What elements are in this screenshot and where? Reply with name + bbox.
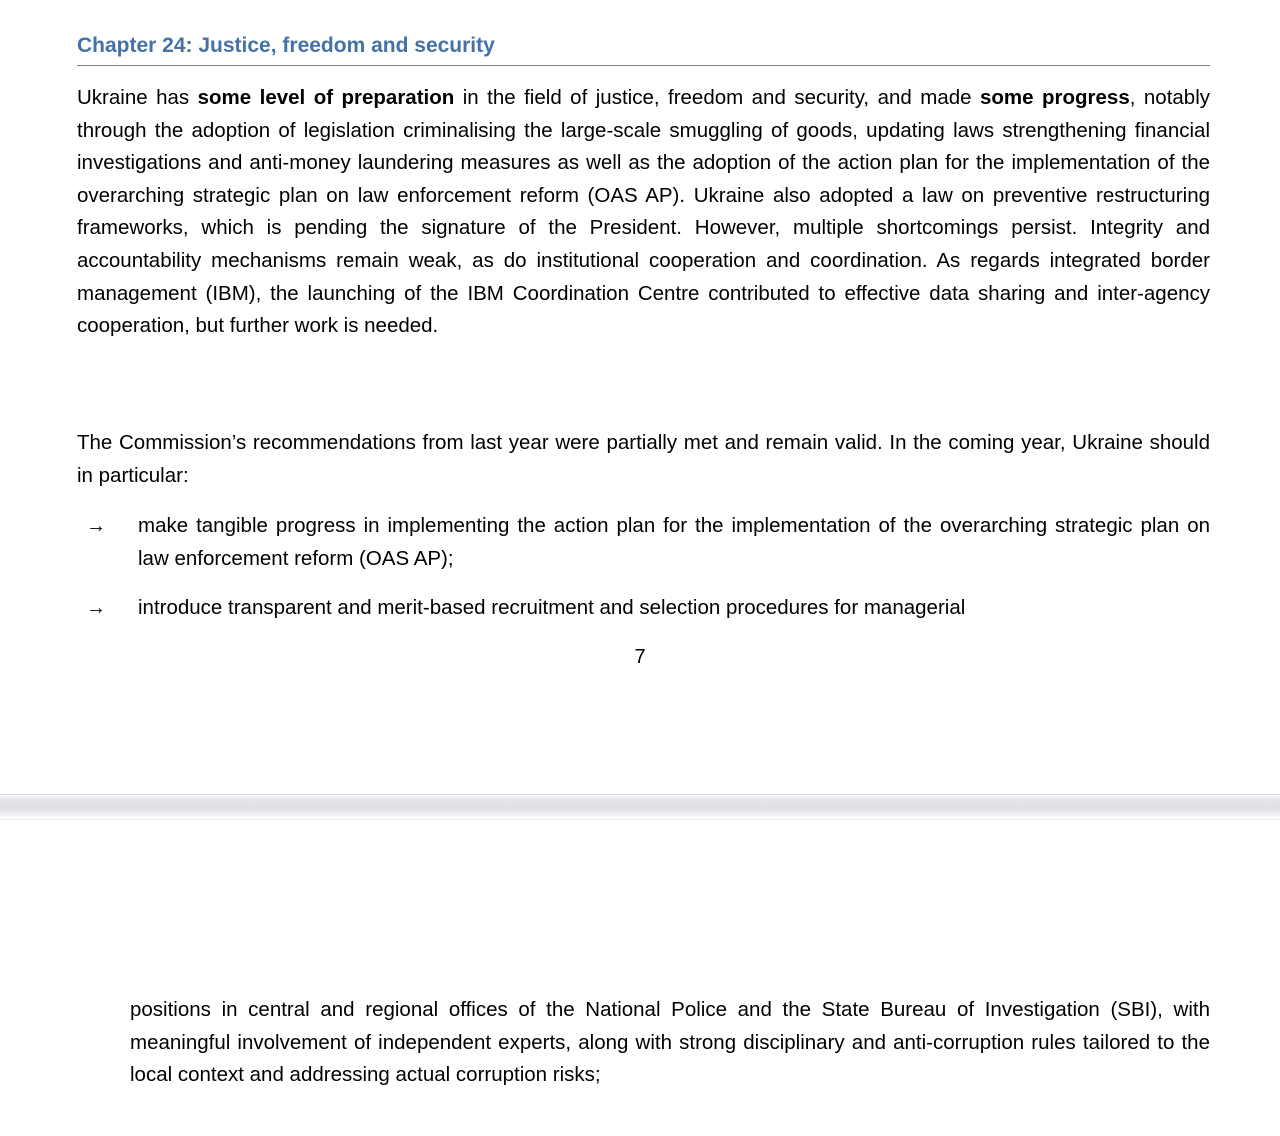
list-item bbox=[86, 592, 1210, 625]
paragraph-preparation-summary bbox=[77, 82, 1210, 343]
paragraph-text-segment: , notably through the adoption of legislation criminalising the large-scale smuggling of goods, updating laws strengthening financial investigations and anti-money laundering measures as well as the adoption of the action plan for the implementation of the overarching strategic plan on law enforcement reform (OAS AP). Ukraine also adopted a law on preventive restructuring frameworks, which is pending the signature of the President. However, multiple shortcomings persist. Integrity and accountability mechanisms remain weak, as do institutional cooperation and coordination. As regards integrated border management (IBM), the launching of the IBM Coordination Centre contributed to effective data sharing and inter-agency cooperation, but further work is needed. bbox=[77, 86, 1211, 338]
arrow-right-icon: → bbox=[86, 597, 106, 619]
page-separator bbox=[0, 794, 1280, 820]
page-number: 7 bbox=[634, 646, 646, 668]
list-item-label: introduce transparent and merit-based recruitment and selection procedures for managerial bbox=[138, 596, 966, 619]
paragraph-recommendations-intro: The Commission’s recommendations from last year were partially met and remain valid. In the coming year, Ukraine should in particular: bbox=[77, 431, 1210, 487]
paragraph-bold-some-progress: some progress bbox=[980, 86, 1130, 109]
list-item bbox=[86, 510, 1210, 575]
chapter-heading: Chapter 24: Justice, freedom and security bbox=[77, 33, 1210, 66]
paragraph-bold-some-level-of-preparation: some level of preparation bbox=[197, 86, 455, 109]
paragraph-text-segment: in the field of justice, freedom and security, and made bbox=[454, 86, 980, 109]
paragraph-text-segment: Ukraine has bbox=[77, 86, 198, 109]
list-item-label: make tangible progress in implementing the action plan for the implementation of the overarching strategic plan on law enforcement reform (OAS AP); bbox=[138, 514, 1210, 570]
list-item-continuation: positions in central and regional offices of the National Police and the State Bureau of Investigation (SBI), with meaningful involvement of independent experts, along with strong disciplinary and anti-corruption rules tailored to the local context and addressing actual corruption risks; bbox=[130, 998, 1210, 1087]
arrow-right-icon: → bbox=[86, 515, 106, 537]
